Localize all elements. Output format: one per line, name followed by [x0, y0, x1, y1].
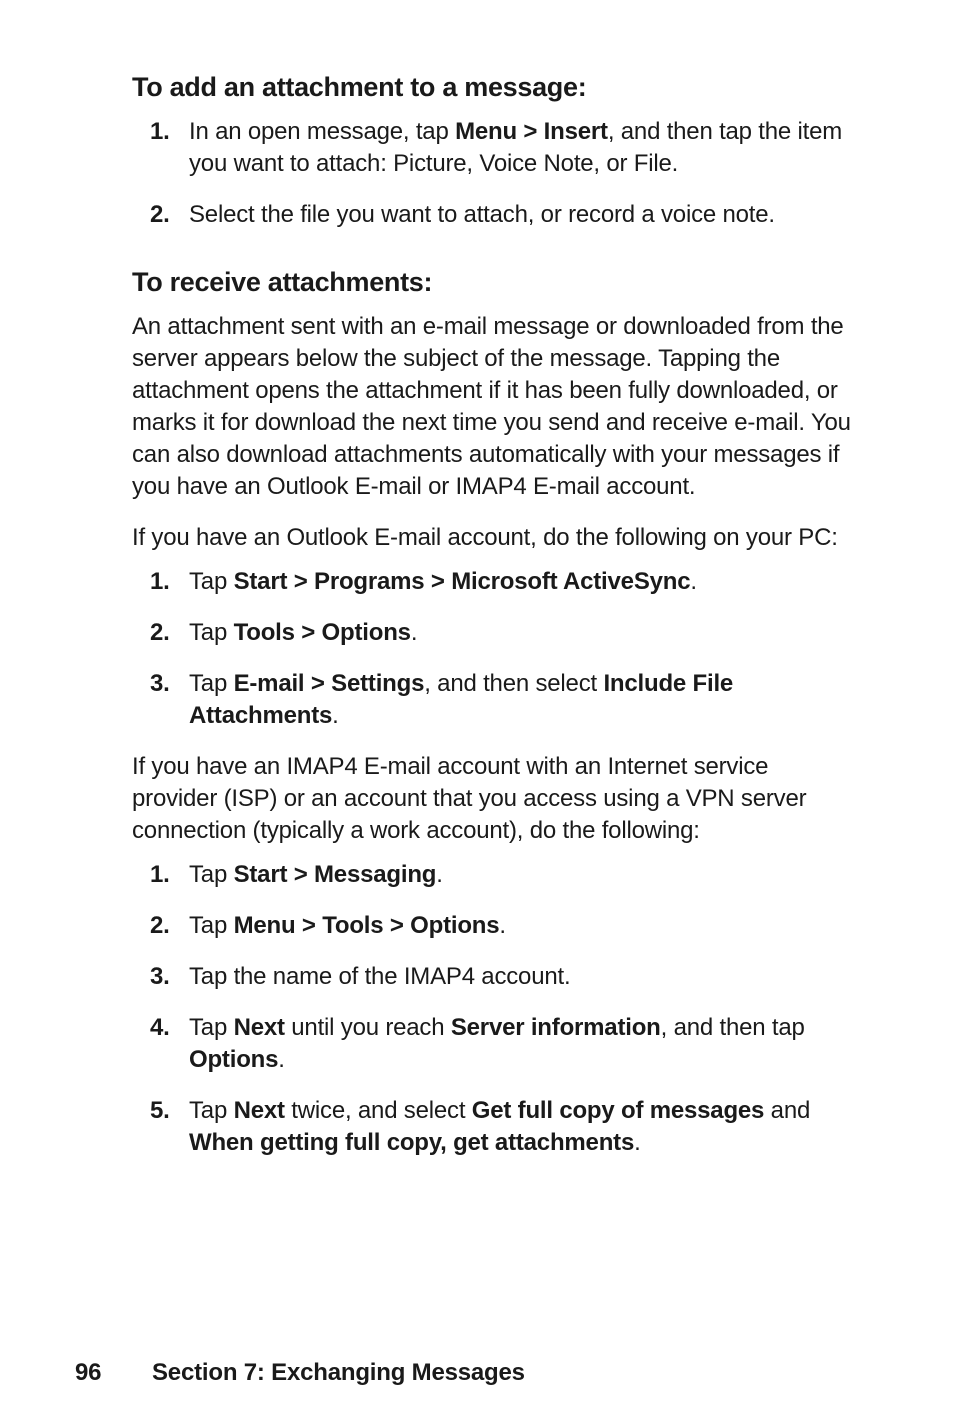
step-text: Select the file you want to attach, or record a voice note.	[189, 201, 775, 228]
page-content	[132, 70, 852, 1178]
outlook-intro-paragraph: If you have an Outlook E-mail account, do the following on your PC:	[132, 524, 838, 551]
step-text: Tap	[189, 912, 234, 939]
step-text: In an open message, tap	[189, 118, 456, 145]
step-text: Tap	[189, 1014, 234, 1041]
step-number: 5.	[150, 1097, 170, 1124]
outlook-steps	[132, 566, 852, 732]
list-item	[132, 617, 852, 649]
step-text: Tap	[189, 1097, 234, 1124]
step-text: .	[690, 568, 697, 595]
step-text: .	[332, 702, 339, 729]
section-title: Section 7: Exchanging Messages	[152, 1359, 525, 1386]
step-number: 3.	[150, 963, 170, 990]
step-number: 1.	[150, 861, 170, 888]
page-footer	[75, 1357, 525, 1389]
step-text: .	[278, 1046, 285, 1073]
list-item	[132, 1012, 852, 1076]
step-command: E-mail > Settings	[233, 670, 425, 697]
list-item	[132, 961, 852, 993]
step-number: 1.	[150, 118, 170, 145]
step-text: twice, and select	[284, 1097, 472, 1124]
step-command: Next	[233, 1014, 285, 1041]
step-text: .	[499, 912, 506, 939]
step-text: and	[764, 1097, 811, 1124]
step-number: 2.	[150, 912, 170, 939]
step-command: Include File Attachments	[189, 670, 734, 729]
step-text: Tap	[189, 619, 234, 646]
receive-intro-paragraph: An attachment sent with an e-mail message or downloaded from the server appears below the subject of the message. Tapping the attachment opens the attachment if it has been fully downloaded, or marks it for download the next time you send and receive e-mail. You can also download attachments automatically with your messages if you have an Outlook E-mail or IMAP4 E-mail account.	[132, 313, 851, 500]
step-command: Menu > Tools > Options	[233, 912, 500, 939]
imap-steps	[132, 859, 852, 1159]
step-command: Next	[233, 1097, 285, 1124]
step-text: , and then select	[424, 670, 604, 697]
step-number: 2.	[150, 201, 170, 228]
step-command: Start > Programs > Microsoft ActiveSync	[233, 568, 691, 595]
list-item	[132, 859, 852, 891]
step-command: Menu > Insert	[455, 118, 608, 145]
step-command: Tools > Options	[233, 619, 411, 646]
list-item	[132, 199, 852, 231]
list-item	[132, 566, 852, 598]
heading-receive-attachments: To receive attachments:	[132, 267, 433, 297]
step-text: , and then tap	[660, 1014, 805, 1041]
step-number: 3.	[150, 670, 170, 697]
step-command: Server information	[450, 1014, 661, 1041]
step-number: 4.	[150, 1014, 170, 1041]
list-item	[132, 116, 852, 180]
list-item	[132, 910, 852, 942]
step-number: 1.	[150, 568, 170, 595]
step-text: , and then tap the item you want to attach: Picture, Voice Note, or File.	[189, 118, 843, 177]
add-attachment-steps	[132, 116, 852, 231]
imap-intro-paragraph: If you have an IMAP4 E-mail account with an Internet service provider (ISP) or an account that you access using a VPN server connection (typically a work account), do the following:	[132, 753, 807, 844]
step-command: Get full copy of messages	[471, 1097, 765, 1124]
step-command: Start > Messaging	[233, 861, 437, 888]
step-command: Options	[189, 1046, 279, 1073]
page-number: 96	[75, 1359, 102, 1386]
step-text: Tap	[189, 670, 234, 697]
step-text: .	[410, 619, 418, 646]
list-item	[132, 1095, 852, 1159]
step-text: Tap the name of the IMAP4 account.	[189, 963, 571, 990]
list-item	[132, 668, 852, 732]
step-text: Tap	[189, 861, 234, 888]
step-text: .	[436, 861, 443, 888]
heading-add-attachment: To add an attachment to a message:	[132, 72, 587, 102]
step-number: 2.	[150, 619, 170, 646]
step-command: When getting full copy, get attachments	[189, 1129, 635, 1156]
step-text: until you reach	[284, 1014, 451, 1041]
step-text: Tap	[189, 568, 234, 595]
step-text: .	[634, 1129, 641, 1156]
